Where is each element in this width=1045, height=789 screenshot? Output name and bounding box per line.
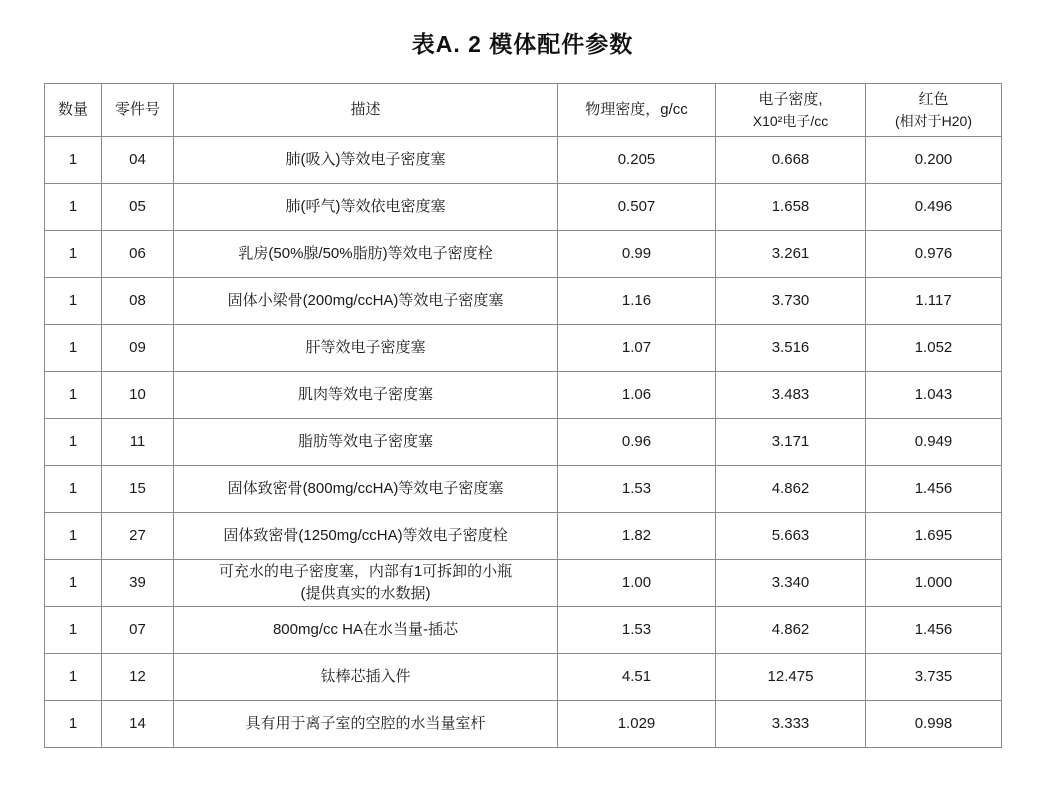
table-container — [44, 83, 1001, 748]
cell-description: 脂肪等效电子密度塞 — [174, 419, 558, 466]
cell-red: 1.052 — [866, 325, 1002, 372]
cell-red: 0.976 — [866, 231, 1002, 278]
phantom-parameters-table — [44, 83, 1002, 748]
table-header-row — [45, 84, 1002, 137]
cell-physical-density: 4.51 — [558, 654, 716, 701]
cell-part-number: 27 — [102, 513, 174, 560]
column-header-electron-density-label: 电子密度, — [758, 90, 823, 108]
cell-quantity: 1 — [45, 231, 102, 278]
cell-physical-density: 0.507 — [558, 184, 716, 231]
table-row — [45, 184, 1002, 231]
cell-quantity: 1 — [45, 325, 102, 372]
cell-red: 0.998 — [866, 701, 1002, 748]
table-row — [45, 419, 1002, 466]
cell-physical-density: 1.07 — [558, 325, 716, 372]
cell-physical-density: 0.99 — [558, 231, 716, 278]
cell-quantity: 1 — [45, 372, 102, 419]
cell-quantity: 1 — [45, 184, 102, 231]
cell-description: 肝等效电子密度塞 — [174, 325, 558, 372]
cell-physical-density: 1.06 — [558, 372, 716, 419]
table-row — [45, 137, 1002, 184]
column-header-electron-density-sublabel: X10²电子/cc — [752, 112, 829, 129]
table-header — [45, 84, 1002, 137]
cell-electron-density: 4.862 — [716, 466, 866, 513]
cell-description: 钛棒芯插入件 — [174, 654, 558, 701]
cell-electron-density: 3.516 — [716, 325, 866, 372]
cell-part-number: 14 — [102, 701, 174, 748]
cell-electron-density: 0.668 — [716, 137, 866, 184]
cell-description-line1: 可充水的电子密度塞，内部有1可拆卸的小瓶 — [218, 563, 513, 581]
cell-part-number: 07 — [102, 607, 174, 654]
cell-electron-density: 4.862 — [716, 607, 866, 654]
table-row — [45, 560, 1002, 607]
cell-physical-density: 1.029 — [558, 701, 716, 748]
cell-electron-density: 3.171 — [716, 419, 866, 466]
cell-description-line2: (提供真实的水数据) — [300, 585, 431, 602]
cell-electron-density: 3.340 — [716, 560, 866, 607]
cell-part-number: 05 — [102, 184, 174, 231]
cell-description: 肺(呼气)等效依电密度塞 — [174, 184, 558, 231]
cell-red: 3.735 — [866, 654, 1002, 701]
column-header-red — [866, 84, 1002, 137]
column-header-red-label: 红色 — [918, 90, 949, 108]
page-title: 表A. 2 模体配件参数 — [411, 31, 634, 57]
cell-quantity: 1 — [45, 607, 102, 654]
column-header-quantity — [45, 84, 102, 137]
table-row — [45, 654, 1002, 701]
cell-description: 肌肉等效电子密度塞 — [174, 372, 558, 419]
cell-physical-density: 1.00 — [558, 560, 716, 607]
column-header-description-label: 描述 — [350, 101, 381, 119]
column-header-electron-density — [716, 84, 866, 137]
cell-red: 0.949 — [866, 419, 1002, 466]
cell-physical-density: 1.53 — [558, 607, 716, 654]
cell-part-number: 09 — [102, 325, 174, 372]
cell-electron-density: 3.483 — [716, 372, 866, 419]
cell-part-number: 15 — [102, 466, 174, 513]
cell-part-number: 12 — [102, 654, 174, 701]
cell-description: 肺(吸入)等效电子密度塞 — [174, 137, 558, 184]
column-header-quantity-label: 数量 — [57, 101, 88, 119]
cell-part-number: 39 — [102, 560, 174, 607]
table-row — [45, 231, 1002, 278]
table-row — [45, 325, 1002, 372]
table-row — [45, 513, 1002, 560]
cell-description: 具有用于离子室的空腔的水当量室杆 — [174, 701, 558, 748]
cell-quantity: 1 — [45, 654, 102, 701]
table-row — [45, 466, 1002, 513]
cell-red: 0.496 — [866, 184, 1002, 231]
cell-electron-density: 12.475 — [716, 654, 866, 701]
cell-red: 1.695 — [866, 513, 1002, 560]
cell-description: 800mg/cc HA在水当量-插芯 — [174, 607, 558, 654]
cell-part-number: 10 — [102, 372, 174, 419]
cell-electron-density: 1.658 — [716, 184, 866, 231]
cell-part-number: 04 — [102, 137, 174, 184]
cell-red: 0.200 — [866, 137, 1002, 184]
cell-description: 乳房(50%腺/50%脂肪)等效电子密度栓 — [174, 231, 558, 278]
cell-quantity: 1 — [45, 513, 102, 560]
cell-description: 固体致密骨(800mg/ccHA)等效电子密度塞 — [174, 466, 558, 513]
table-row — [45, 607, 1002, 654]
column-header-description — [174, 84, 558, 137]
cell-physical-density: 0.96 — [558, 419, 716, 466]
cell-physical-density: 0.205 — [558, 137, 716, 184]
cell-description: 固体小梁骨(200mg/ccHA)等效电子密度塞 — [174, 278, 558, 325]
cell-electron-density: 3.261 — [716, 231, 866, 278]
cell-quantity: 1 — [45, 701, 102, 748]
cell-electron-density: 3.730 — [716, 278, 866, 325]
cell-red: 1.043 — [866, 372, 1002, 419]
table-row — [45, 701, 1002, 748]
cell-electron-density: 3.333 — [716, 701, 866, 748]
cell-red: 1.117 — [866, 278, 1002, 325]
cell-description — [174, 560, 558, 607]
column-header-physical-density — [558, 84, 716, 137]
table-body — [45, 137, 1002, 748]
cell-quantity: 1 — [45, 466, 102, 513]
table-row — [45, 372, 1002, 419]
cell-red: 1.456 — [866, 466, 1002, 513]
cell-part-number: 11 — [102, 419, 174, 466]
cell-physical-density: 1.53 — [558, 466, 716, 513]
cell-red: 1.456 — [866, 607, 1002, 654]
cell-quantity: 1 — [45, 560, 102, 607]
cell-quantity: 1 — [45, 419, 102, 466]
cell-quantity: 1 — [45, 278, 102, 325]
cell-electron-density: 5.663 — [716, 513, 866, 560]
cell-red: 1.000 — [866, 560, 1002, 607]
cell-physical-density: 1.16 — [558, 278, 716, 325]
document-page — [0, 26, 1045, 789]
cell-part-number: 08 — [102, 278, 174, 325]
cell-quantity: 1 — [45, 137, 102, 184]
column-header-physical-density-label: 物理密度，g/cc — [585, 101, 688, 119]
column-header-part-number — [102, 84, 174, 137]
column-header-red-sublabel: (相对于H20) — [894, 112, 972, 129]
cell-part-number: 06 — [102, 231, 174, 278]
cell-description: 固体致密骨(1250mg/ccHA)等效电子密度栓 — [174, 513, 558, 560]
table-row — [45, 278, 1002, 325]
cell-physical-density: 1.82 — [558, 513, 716, 560]
column-header-part-number-label: 零件号 — [114, 101, 160, 119]
